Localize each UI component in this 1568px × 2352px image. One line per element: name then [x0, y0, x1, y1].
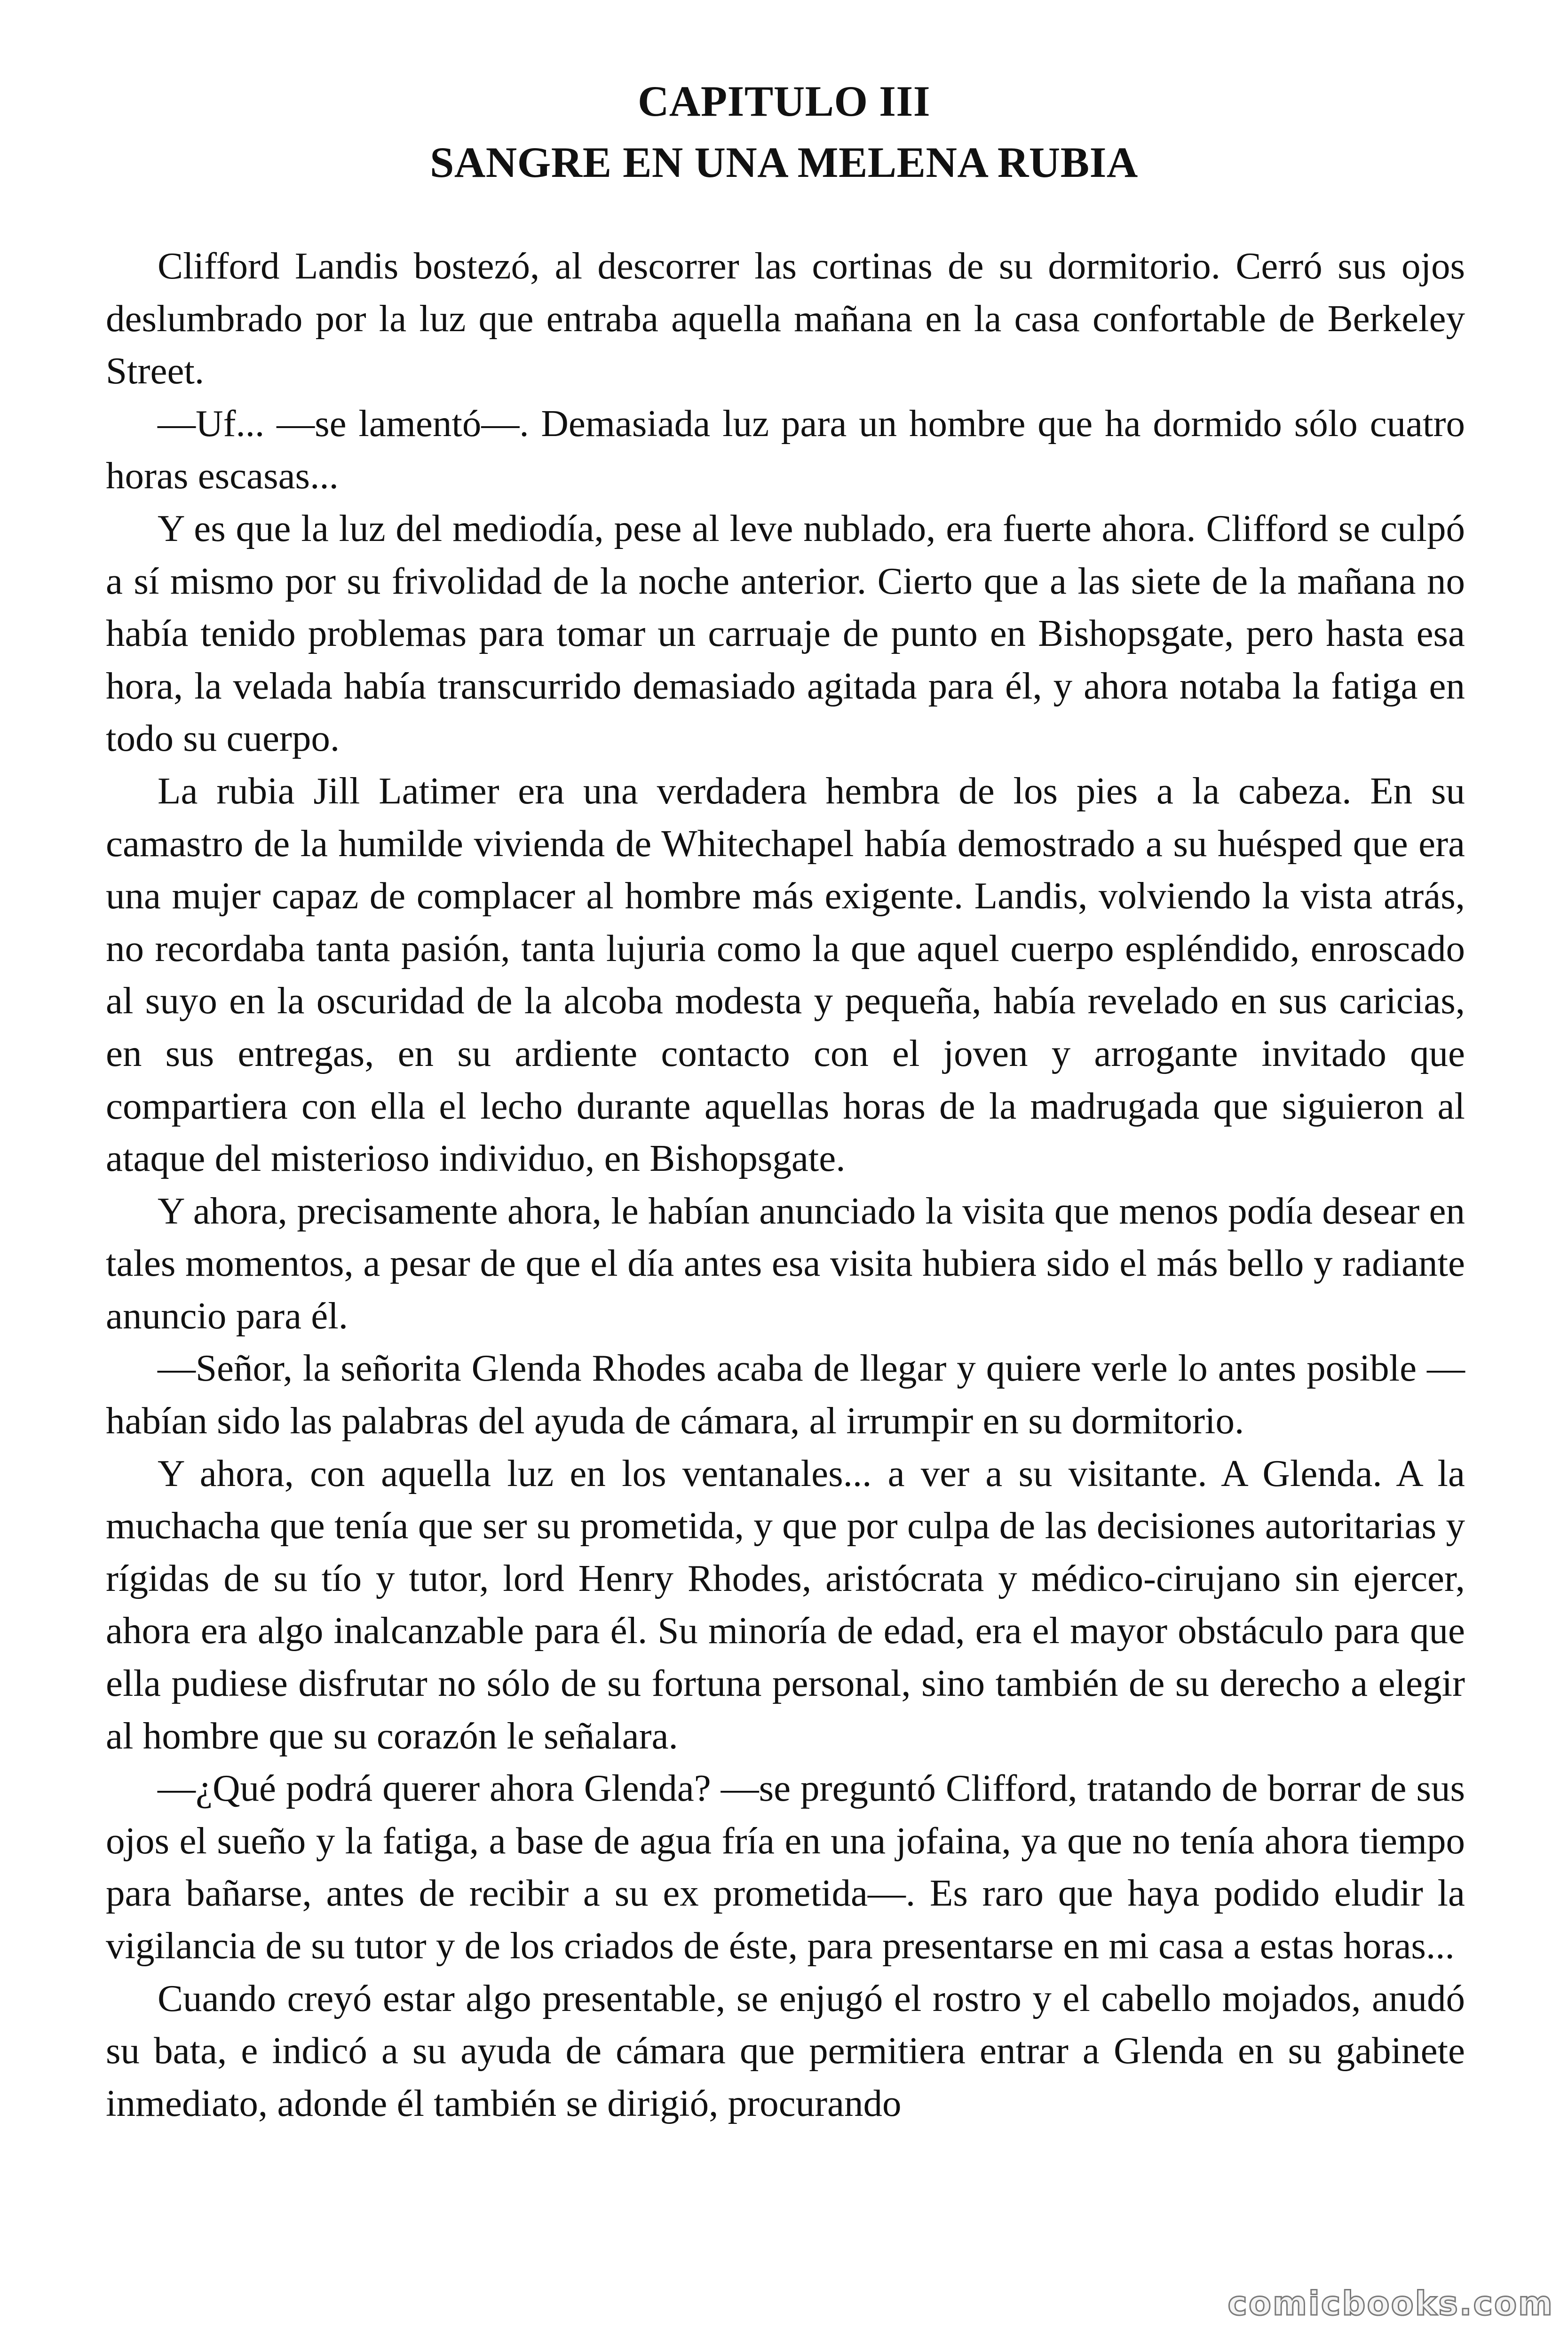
- paragraph-5: Y ahora, precisamente ahora, le habían anunciado la visita que menos podía desear en tales momentos, a pesar de que el día antes esa visita hubiera sido el más bello y radiante anuncio para él.: [106, 1189, 1465, 1337]
- paragraph-8: —¿Qué podrá querer ahora Glenda? —se preguntó Clifford, tratando de borrar de sus ojos el sueño y la fatiga, a base de agua fría en una jofaina, ya que no tenía ahora tiempo para bañarse, antes de recibir a su ex prometida—. Es raro que haya podido eludir la vigilancia de su tutor y de los criados de éste, para presentarse en mi casa a estas horas...: [106, 1767, 1465, 1967]
- chapter-body: [106, 240, 1465, 2130]
- paragraph-6: —Señor, la señorita Glenda Rhodes acaba de llegar y quiere verle lo antes posible — habían sido las palabras del ayuda de cámara, al irrumpir en su dormitorio.: [106, 1347, 1465, 1442]
- chapter-number: CAPITULO III: [637, 77, 930, 125]
- paragraph-4: La rubia Jill Latimer era una verdadera hembra de los pies a la cabeza. En su camastro de la humilde vivienda de Whitechapel había demostrado a su huésped que era una mujer capaz de complacer al hombre más exigente. Landis, volviendo la vista atrás, no recordaba tanta pasión, tanta lujuria como la que aquel cuerpo espléndido, enroscado al suyo en la oscuridad de la alcoba modesta y pequeña, había revelado en sus caricias, en sus entregas, en su ardiente contacto con el joven y arrogante invitado que compartiera con ella el lecho durante aquellas horas de la madrugada que siguieron al ataque del misterioso individuo, en Bishopsgate.: [106, 769, 1465, 1180]
- paragraph-1: Clifford Landis bostezó, al descorrer las cortinas de su dormitorio. Cerró sus ojos deslumbrado por la luz que entraba aquella mañana en la casa confortable de Berkeley Street.: [106, 245, 1465, 392]
- paragraph-2: —Uf... —se lamentó—. Demasiada luz para un hombre que ha dormido sólo cuatro horas escasas...: [106, 402, 1465, 497]
- paragraph-9: Cuando creyó estar algo presentable, se enjugó el rostro y el cabello mojados, anudó su bata, e indicó a su ayuda de cámara que permitiera entrar a Glenda en su gabinete inmediato, adonde él también se dirigió, procurando: [106, 1977, 1465, 2124]
- chapter-title: SANGRE EN UNA MELENA RUBIA: [430, 138, 1138, 186]
- paragraph-7: Y ahora, con aquella luz en los ventanales... a ver a su visitante. A Glenda. A la muchacha que tenía que ser su prometida, y que por culpa de las decisiones autoritarias y rígidas de su tío y tutor, lord Henry Rhodes, aristócrata y médico-cirujano sin ejercer, ahora era algo inalcanzable para él. Su minoría de edad, era el mayor obstáculo para que ella pudiese disfrutar no sólo de su fortuna personal, sino también de su derecho a elegir al hombre que su corazón le señalara.: [106, 1452, 1465, 1757]
- paragraph-3: Y es que la luz del mediodía, pese al leve nublado, era fuerte ahora. Clifford se culpó a sí mismo por su frivolidad de la noche anterior. Cierto que a las siete de la mañana no había tenido problemas para tomar un carruaje de punto en Bishopsgate, pero hasta esa hora, la velada había transcurrido demasiado agitada para él, y ahora notaba la fatiga en todo su cuerpo.: [106, 507, 1465, 760]
- chapter-heading: [0, 71, 1568, 193]
- watermark: comicbooks.com: [1227, 2284, 1554, 2323]
